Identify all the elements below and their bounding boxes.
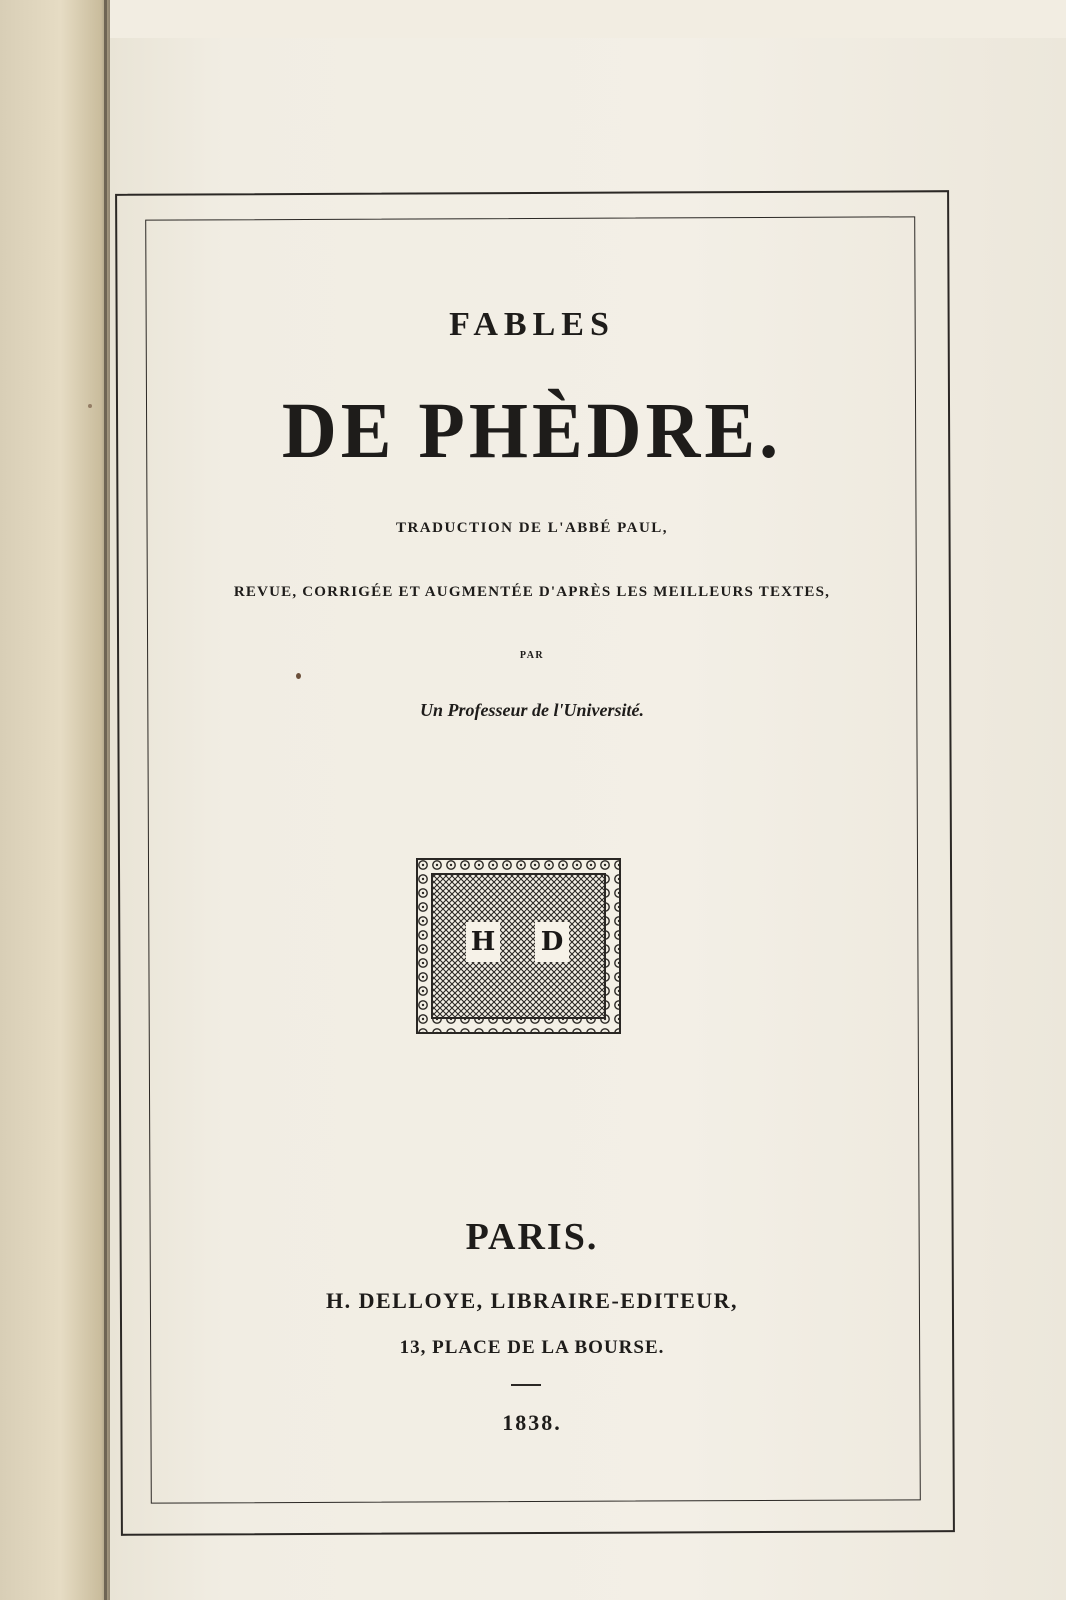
- title-fables: FABLES: [449, 306, 615, 343]
- divider-rule: [511, 1384, 541, 1386]
- monogram-letter-d: D: [535, 922, 569, 962]
- par-line: PAR: [519, 650, 545, 661]
- title-main: DE PHÈDRE.: [281, 386, 783, 476]
- monogram-letter-h: H: [466, 922, 500, 962]
- spine-edge: [104, 0, 107, 1600]
- author-line: Un Professeur de l'Université.: [420, 700, 644, 720]
- publisher-line: H. DELLOYE, LIBRAIRE-EDITEUR,: [325, 1288, 739, 1313]
- publisher-device-ornament: [416, 858, 621, 1034]
- revision-line: REVUE, CORRIGÉE ET AUGMENTÉE D'APRÈS LES MEILLEURS TEXTES,: [233, 584, 831, 600]
- address-line: 13, PLACE DE LA BOURSE.: [399, 1337, 665, 1358]
- city-line: PARIS.: [465, 1216, 599, 1258]
- translation-line: TRADUCTION DE L'ABBÉ PAUL,: [395, 520, 669, 536]
- foxing-spot: [88, 404, 92, 408]
- book-spine: [0, 0, 110, 1600]
- year-line: 1838.: [502, 1410, 562, 1435]
